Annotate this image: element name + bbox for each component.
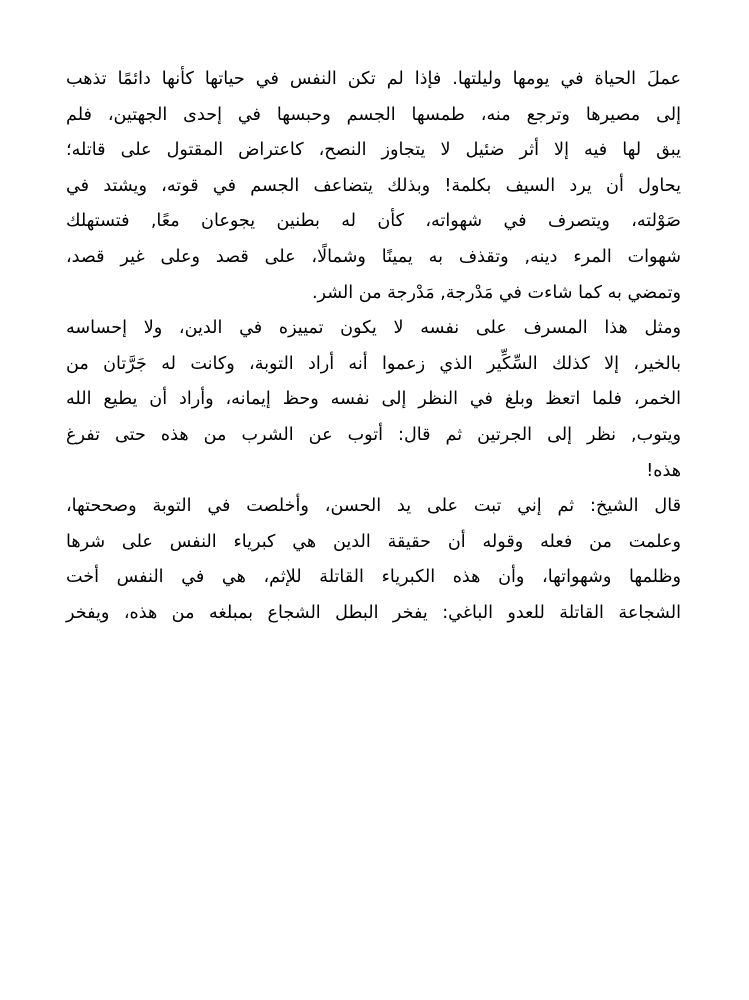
- text-line: بالخير، إلا كذلك السِّكِّير الذي زعموا أنه أراد التوبة، وكانت له جَرَّتان من: [66, 353, 681, 374]
- paragraph-1: [66, 62, 681, 311]
- text-line: الشجاعة القاتلة للعدو الباغي: يفخر البطل الشجاع بمبلغه من هذه، ويفخر: [66, 602, 681, 623]
- paragraph-2: [66, 311, 681, 489]
- text-line: إلى مصيرها وترجع منه، طمسها الجسم وحبسها في إحدى الجهتين، فلم: [66, 104, 681, 125]
- text-line: عملَ الحياة في يومها وليلتها. فإذا لم تكن النفس في حياتها كأنها دائمًا تذهب: [66, 69, 681, 89]
- text-line: الخمر، فلما اتعظ وبلغ في النظر إلى نفسه وحظ إيمانه، وأراد أن يطيع الله: [66, 389, 681, 410]
- text-line: قال الشيخ: ثم إني تبت على يد الحسن، وأخلصت في التوبة وصححتها،: [66, 496, 681, 517]
- paragraph-3: [66, 489, 681, 631]
- text-line: يحاول أن يرد السيف بكلمة! وبذلك يتضاعف الجسم في قوته، ويشتد في: [66, 175, 681, 196]
- text-line: صَوْلته، ويتصرف في شهواته، كأن له بطنين يجوعان معًا, فتستهلك: [66, 211, 681, 232]
- text-line: يبق لها فيه إلا أثر ضئيل لا يتجاوز النصح، كاعتراض المقتول على قاتله؛: [66, 140, 681, 161]
- text-line: شهوات المرء دينه, وتقذف به يمينًا وشمالًا، على قصد وعلى غير قصد،: [66, 246, 681, 267]
- text-line: ويتوب, نظر إلى الجرتين ثم قال: أتوب عن الشرب من هذه حتى تفرغ: [66, 424, 681, 445]
- text-line: وظلمها وشهواتها، وأن هذه الكبرياء القاتلة للإثم، هي في النفس أخت: [66, 567, 681, 588]
- text-line: هذه!: [646, 460, 681, 481]
- text-line: وعلمت من فعله وقوله أن حقيقة الدين هي كبرياء النفس على شرها: [66, 531, 681, 552]
- body-text: [66, 62, 681, 632]
- text-line: ومثل هذا المسرف على نفسه لا يكون تمييزه في الدين، ولا إحساسه: [66, 318, 681, 339]
- text-line: وتمضي به كما شاءت في مَدْرجة, مَدْرجة من الشر.: [311, 282, 681, 303]
